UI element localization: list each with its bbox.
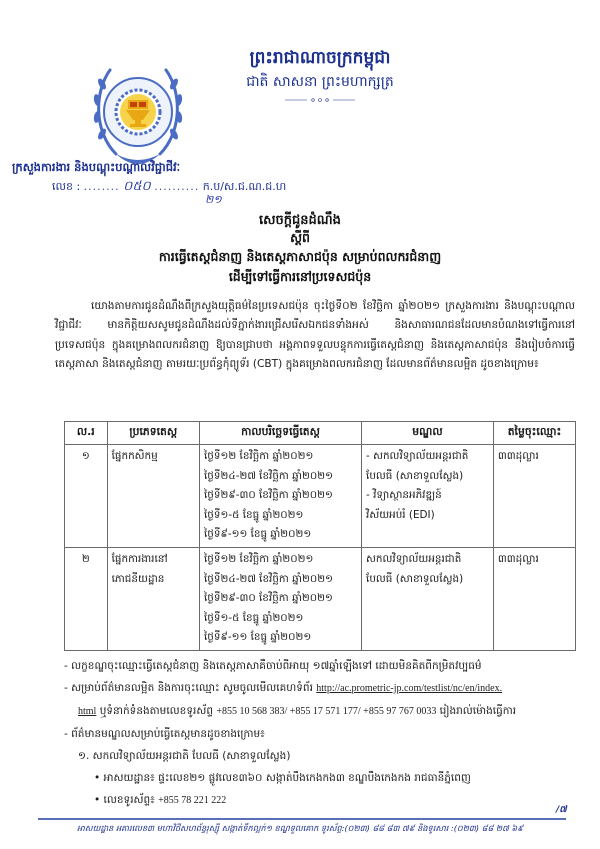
center1-phone: [64, 789, 584, 812]
row-dates: [200, 445, 362, 548]
header-test-type: ប្រភេទតេស្ត: [107, 422, 199, 445]
row-centers: [362, 445, 494, 548]
note-centers-heading: - ព័ត៌មានមណ្ឌលសម្រាប់ធ្វើតេស្តមានដូចខាងក្រោម៖: [64, 728, 265, 740]
ministry-name: ក្រសួងការងារ និងបណ្តុះបណ្តាលវិជ្ជាជីវៈ: [12, 160, 181, 174]
header-no: ល.រ: [65, 422, 108, 445]
note-contact-prefix: ឬទំនាក់ទំនងតាមលេខទូរស័ព្ទ: [99, 705, 213, 717]
row-test-type: ផ្នែកការងារនៅភោជនីយដ្ឋាន: [107, 547, 199, 650]
ref-year: ២១: [205, 193, 222, 206]
center-item: វិស័យអប់រំ (EDI): [366, 508, 435, 521]
address-value: ផ្ទះលេខ២១ ផ្លូវលេខ៣៦០ សង្កាត់បឹងកេងកង៣ ខណ្ឌបឹងកេងកង រាជធានីភ្នំពេញ: [158, 772, 471, 784]
document-title: សេចក្តីជូនដំណឹង: [259, 213, 341, 228]
row-fee: ៣៣ដុល្លារ: [493, 547, 575, 650]
note-eligibility: - លក្ខខណ្ឌចុះឈ្មោះធ្វើតេស្តជំនាញ និងតេស្តភាសាគឺចាប់ពីអាយុ ១៧ឆ្នាំឡើងទៅ ដោយមិនគិតពីកម្រិតវប្បធម៌: [64, 660, 482, 672]
date-item: ថ្ងៃទី១២ ខែវិច្ឆិកា ឆ្នាំ២០២១: [204, 450, 314, 462]
table-row: [65, 445, 576, 548]
reference-number-line: [52, 178, 286, 197]
kingdom-title: ព្រះរាជាណាចក្រកម្ពុជា: [249, 48, 391, 68]
date-item: ថ្ងៃទី១-៥ ខែធ្នូ ឆ្នាំ២០២១: [204, 611, 304, 624]
note-info: [64, 677, 584, 700]
ref-number: ០៥០: [123, 179, 151, 194]
date-item: ថ្ងៃទី២៩-៣០ ខែវិច្ឆិកា ឆ្នាំ២០២១: [204, 489, 333, 502]
document-subject-line1: ការធ្វើតេស្តជំនាញ និងតេស្តភាសាជប៉ុន សម្រាប់ពលករជំនាញ: [158, 249, 442, 264]
phone-label: • លេខទូរស័ព្ទ៖: [94, 794, 155, 806]
document-subject-line2: ដើម្បីទៅធ្វើការនៅប្រទេសជប៉ុន: [228, 269, 372, 284]
center-item: - វិទ្យាស្ថានអភិវឌ្ឍន៍: [366, 489, 442, 502]
center-item: បែលធី (សាខាទួលស្លែង): [366, 469, 464, 482]
table-header-row: [65, 422, 576, 445]
test-schedule-table: [64, 421, 576, 651]
row-centers: [362, 547, 494, 650]
notes-section: [64, 655, 584, 812]
footer-divider: [38, 818, 566, 820]
date-item: ថ្ងៃទី១-៥ ខែធ្នូ ឆ្នាំ២០២១: [204, 508, 304, 521]
center-item: - សកលវិទ្យាល័យអន្តរជាតិ: [366, 450, 469, 462]
note-contact-suffix: រៀងរាល់ម៉ោងធ្វើការ: [439, 705, 517, 717]
footer-address: អាសយដ្ឋាន អគារលេខ៣ មហាវិថីសហព័ន្ធរុស្ស៊ី សង្កាត់ទឹកល្អក់១ ខណ្ឌទួលគោក ទូរស័ព្ទ:(០២៣) ៨៨ ៨៣ ៧៩ និងទូរសារ :(០២៣) ៨៨ ២៧ ៦៩: [77, 823, 523, 833]
center1-address: [64, 767, 584, 789]
prometric-link[interactable]: http://ac.prometric-jp.com/testlist/nc/en/index.: [316, 683, 503, 694]
header-test-date: កាលបរិច្ឆេទធ្វើតេស្ត: [200, 422, 362, 445]
date-item: ថ្ងៃទី១២ ខែវិច្ឆិកា ឆ្នាំ២០២១: [204, 552, 314, 565]
row-test-type: ផ្នែកកសិកម្ម: [107, 445, 199, 548]
center1-title: ១. សកលវិទ្យាល័យអន្តរជាតិ បែលធី (សាខាទួលស្លែង): [78, 750, 291, 762]
table-row: [65, 547, 576, 650]
document-subtitle-about: ស្តីពី: [290, 230, 310, 245]
address-label: • អាសយដ្ឋាន៖: [94, 772, 155, 784]
date-item: ថ្ងៃទី២៤-២៧ ខែវិច្ឆិកា ឆ្នាំ២០២១: [204, 572, 333, 585]
header-fee: តម្លៃចុះឈ្មោះ: [493, 422, 575, 445]
ornament-divider-icon: [285, 98, 355, 102]
page-mark: /៧: [556, 805, 567, 815]
note-info-contact: [64, 700, 584, 723]
body-paragraph: យោងតាមការជូនដំណឹងពីក្រសួងយុត្តិធម៌នៃប្រទេសជប៉ុន ចុះថ្ងៃទី០២ ខែវិច្ឆិកា ឆ្នាំ២០២១ ក្រសួងការងារ និងបណ្តុះបណ្តាលវិជ្ជាជីវៈ មានកិត្តិយសសូមជូនដំណឹងដល់ទីភ្នាក់ងារជ្រើសរើសឯកជនទាំងអស់ និងសាធារណជនដែលមានបំណងទៅធ្វើការនៅប្រទេសជប៉ុន ក្នុងគម្រោងពលករជំនាញ ឱ្យបានជ្រាបថា អង្គភាពទទួលបន្ទុកការធ្វើតេស្តជំនាញ និងតេស្តភាសាជប៉ុន នឹងរៀបចំការធ្វើតេស្តភាសា និងតេស្តជំនាញ តាមរយៈប្រព័ន្ធកុំព្យូទ័រ (CBT) ក្នុងគម្រោងពលករជំនាញ ដែលមានព័ត៌មានលម្អិត ដូចខាងក្រោម៖: [55, 300, 575, 371]
ref-suffix: ក.ប/ស.ជ.ណ.ជ.ហ: [202, 180, 287, 193]
ministry-logo-icon: [88, 62, 188, 174]
row-fee: ៣៣ដុល្លារ: [493, 445, 575, 548]
center-item: សកលវិទ្យាល័យអន្តរជាតិ: [366, 552, 462, 565]
ref-dots: ........: [83, 180, 120, 193]
date-item: ថ្ងៃទី៩-១១ ខែធ្នូ ឆ្នាំ២០២១: [204, 631, 312, 644]
phone-value: +855 78 221 222: [158, 795, 227, 806]
row-dates: [200, 547, 362, 650]
ref-dots: ..........: [154, 180, 200, 193]
row-no: ១: [65, 445, 108, 548]
date-item: ថ្ងៃទី២៤-២៧ ខែវិច្ឆិកា ឆ្នាំ២០២១: [204, 469, 333, 482]
ref-label: លេខ :: [52, 180, 81, 193]
date-item: ថ្ងៃទី៩-១១ ខែធ្នូ ឆ្នាំ២០២១: [204, 528, 312, 541]
row-no: ២: [65, 547, 108, 650]
header-center: មណ្ឌល: [362, 422, 494, 445]
center-item: បែលធី (សាខាទួលស្លែង): [366, 572, 464, 585]
note-phones: +855 10 568 383/ +855 17 571 177/ +855 97 767 0033: [216, 706, 437, 717]
prometric-link-continued[interactable]: html: [78, 706, 97, 717]
kingdom-motto: ជាតិ សាសនា ព្រះមហាក្សត្រ: [246, 74, 394, 90]
note-info-prefix: - សម្រាប់ព័ត៌មានលម្អិត និងការចុះឈ្មោះ សូមចូលមើលគេហទំព័រ: [64, 682, 313, 694]
date-item: ថ្ងៃទី២៩-៣០ ខែវិច្ឆិកា ឆ្នាំ២០២១: [204, 592, 333, 605]
